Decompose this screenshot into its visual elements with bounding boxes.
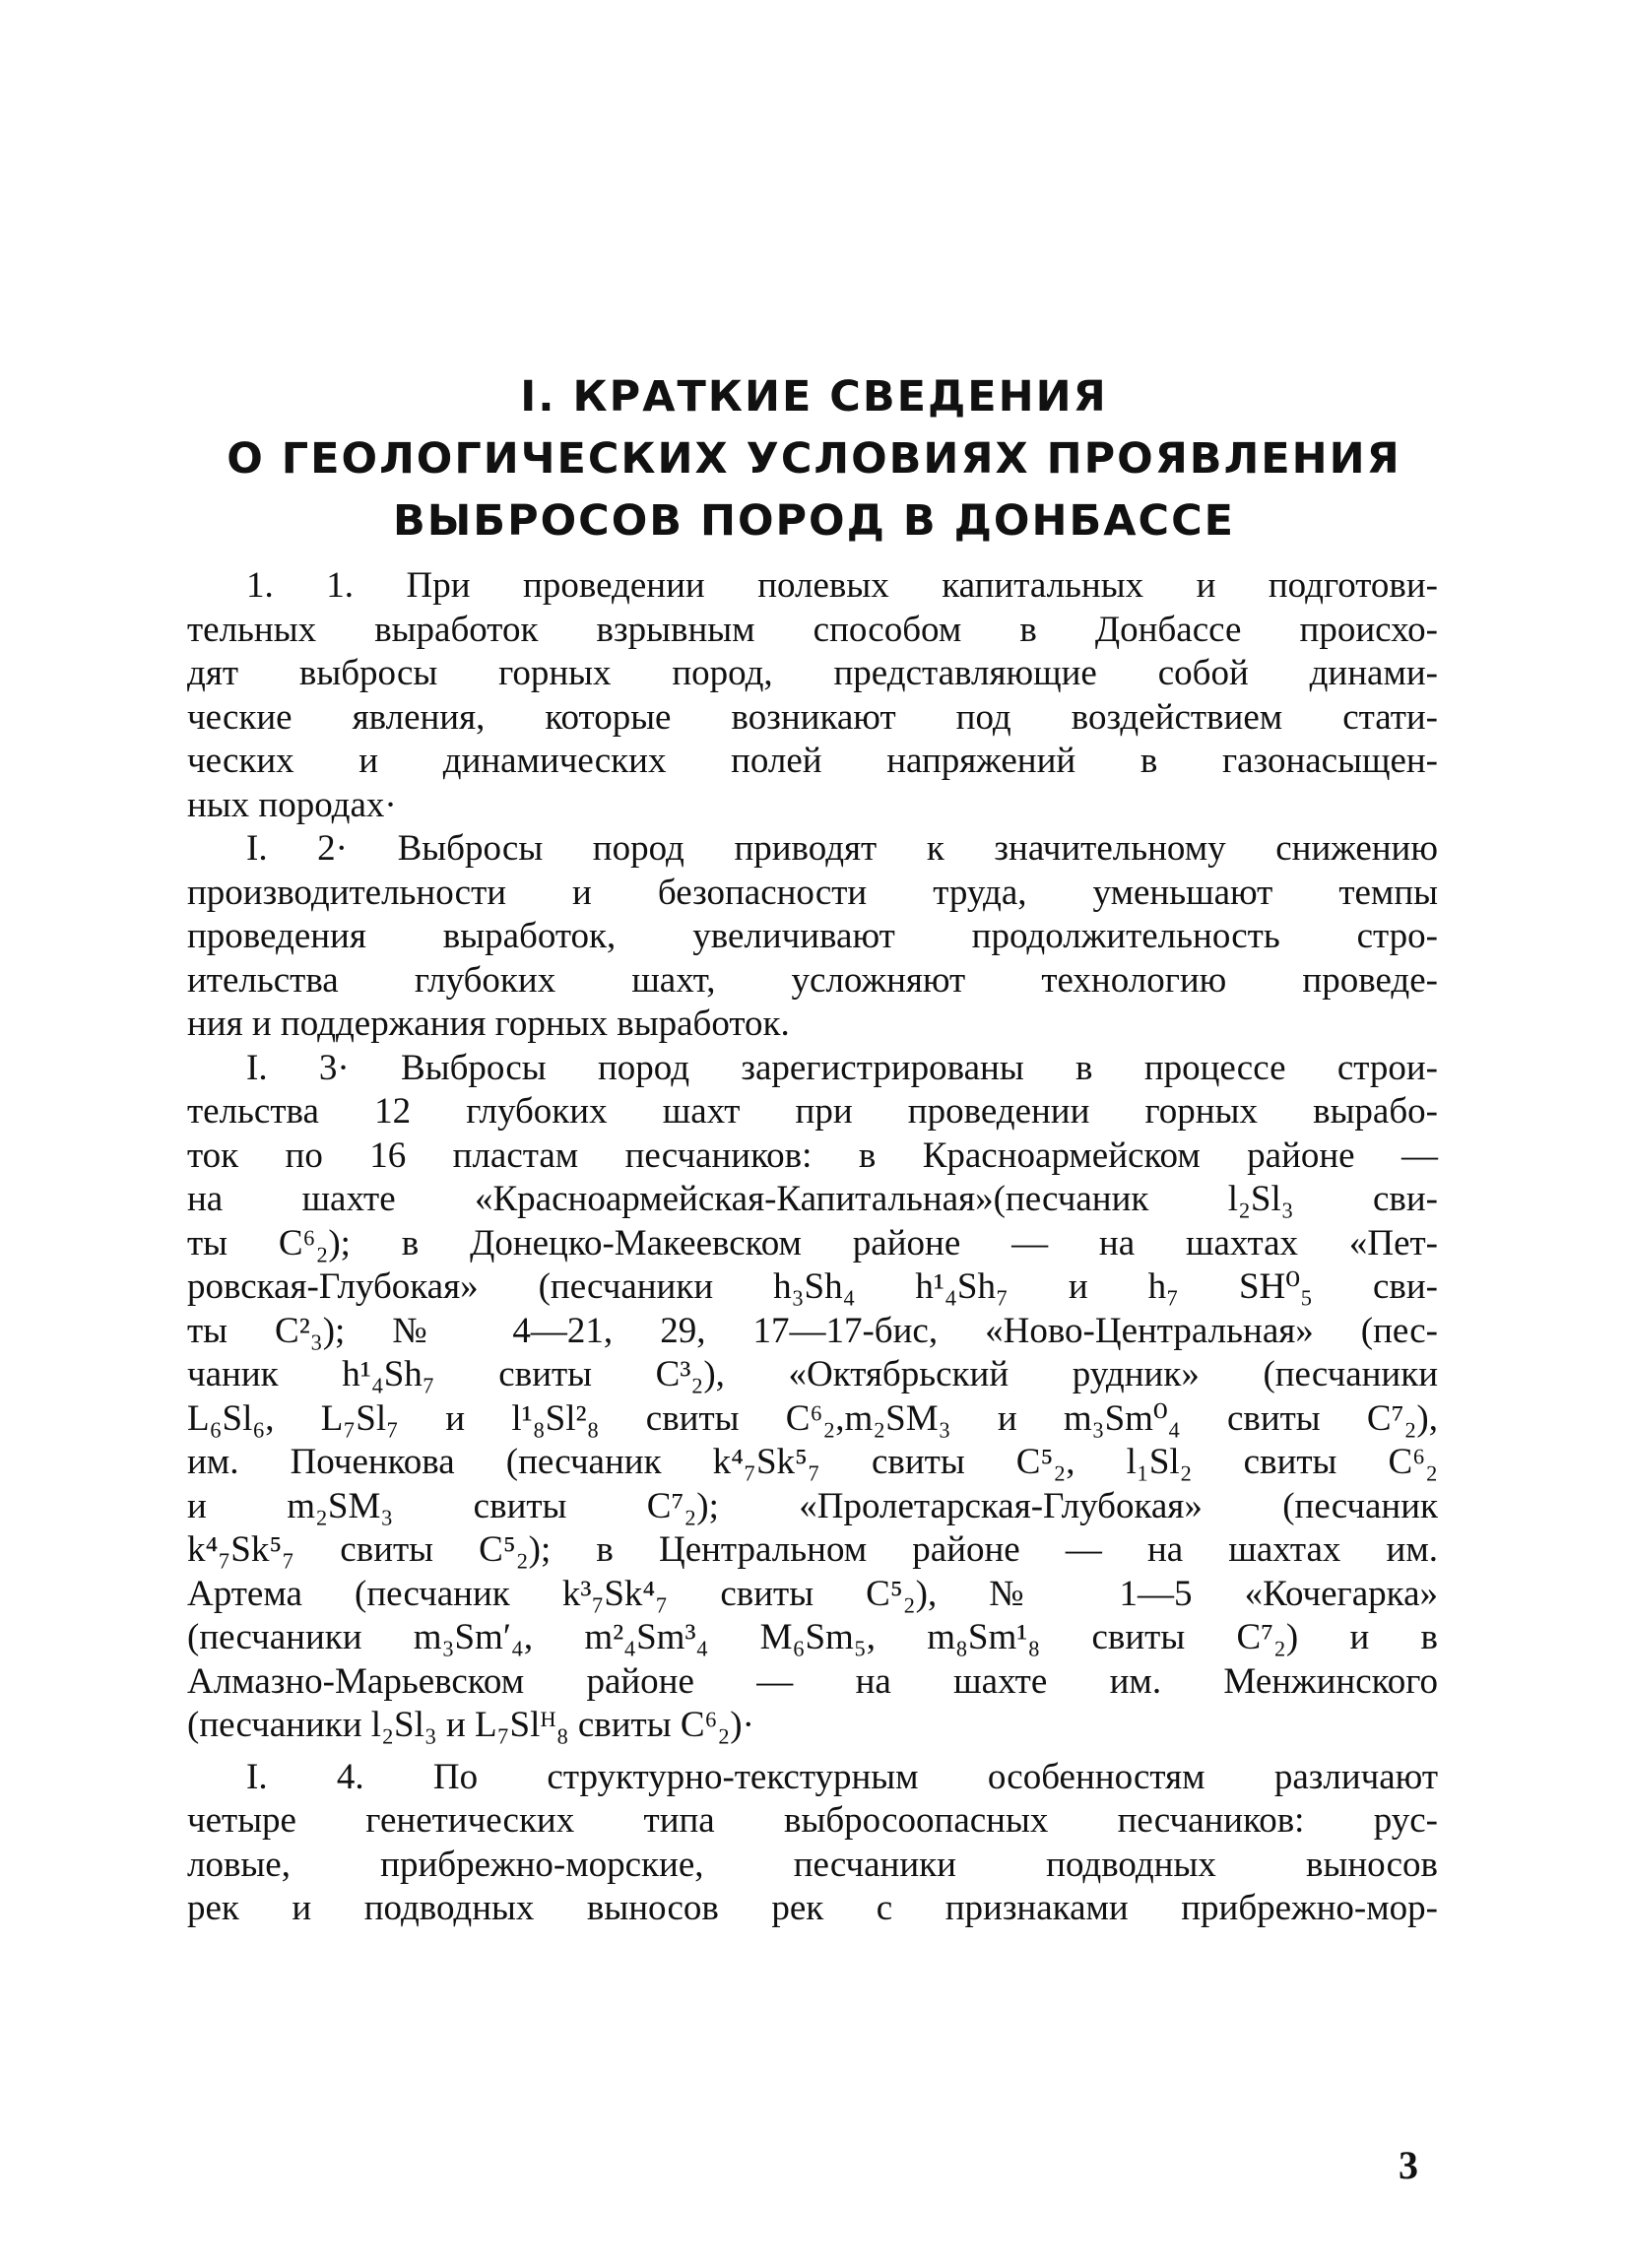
text-line: ческие явления, которые возникают под воздействием стати- (187, 696, 1438, 738)
paragraph-1-1 (187, 564, 1438, 827)
text-line: рек и подводных выносов рек с признаками прибрежно-мор- (187, 1888, 1438, 1928)
text-line: 1. 1. При проведении полевых капитальных и подготови- (246, 565, 1438, 606)
body-text (187, 564, 1438, 1931)
text-line: ческих и динамических полей напряжений в газонасыщен- (187, 741, 1438, 781)
text-line: ты C⁶₂); в Донецко-Макеевском районе — на шахтах «Пет- (187, 1222, 1438, 1264)
text-line: ловые, прибрежно-морские, песчаники подводных выносов (187, 1844, 1438, 1885)
text-line: I. 2· Выбросы пород приводят к значительному снижению (246, 828, 1438, 869)
text-line: Артема (песчаник k³₇Sk⁴₇ свиты C⁵₂), № 1—5 «Кочегарка» (187, 1573, 1438, 1614)
text-line: I. 3· Выбросы пород зарегистрированы в процессе строи- (246, 1047, 1438, 1088)
text-line: на шахте «Красноармейская-Капитальная»(песчаник l₂Sl₃ сви- (187, 1179, 1438, 1219)
heading-line-2: О ГЕОЛОГИЧЕСКИХ УСЛОВИЯХ ПРОЯВЛЕНИЯ (227, 434, 1401, 484)
text-line: четыре генетических типа выбросоопасных песчаников: рус- (187, 1800, 1438, 1841)
section-heading (158, 366, 1470, 552)
text-line: ительства глубоких шахт, усложняют технологию проведе- (187, 959, 1438, 1001)
text-line: ных породах· (187, 784, 397, 825)
paragraph-1-3 (187, 1047, 1438, 1748)
paragraph-gap (187, 1748, 1438, 1756)
heading-line-1: I. КРАТКИЕ СВЕДЕНИЯ (520, 372, 1108, 421)
text-line: Алмазно-Марьевском районе — на шахте им. Менжинского (187, 1660, 1438, 1702)
text-line: дят выбросы горных пород, представляющие собой динами- (187, 653, 1438, 693)
text-line: ния и поддержания горных выработок. (187, 1004, 790, 1044)
page-number: 3 (1399, 2143, 1418, 2187)
text-line: тельных выработок взрывным способом в Донбассе происхо- (187, 609, 1438, 650)
text-line: производительности и безопасности труда, уменьшают темпы (187, 872, 1438, 913)
text-line: k⁴₇Sk⁵₇ свиты C⁵₂); в Центральном районе — на шахтах им. (187, 1529, 1438, 1570)
text-line: (песчаники m₃Sm′₄, m²₄Sm³₄ M₆Sm₅, m₈Sm¹₈ свиты C⁷₂) и в (187, 1617, 1438, 1657)
text-line: I. 4. По структурно-текстурным особенностям различают (246, 1756, 1438, 1797)
paragraph-1-4 (187, 1756, 1438, 1931)
text-line: чаник h¹₄Sh₇ свиты C³₂), «Октябрьский рудник» (песчаники (187, 1354, 1438, 1394)
text-line: тельства 12 глубоких шахт при проведении горных вырабо- (187, 1091, 1438, 1132)
text-line: ровская-Глубокая» (песчаники h₃Sh₄ h¹₄Sh₇ и h₇ SH⁰₅ сви- (187, 1266, 1438, 1307)
text-line: ток по 16 пластам песчаников: в Красноармейском районе — (187, 1134, 1438, 1176)
text-line: (песчаники l₂Sl₃ и L₇Slᴴ₈ свиты C⁶₂)· (187, 1705, 754, 1745)
text-line: им. Поченкова (песчаник k⁴₇Sk⁵₇ свиты C⁵₂, l₁Sl₂ свиты C⁶₂ (187, 1442, 1438, 1482)
text-line: и m₂SM₃ свиты C⁷₂); «Пролетарская-Глубокая» (песчаник (187, 1485, 1438, 1526)
text-line: ты C²₃); № 4—21, 29, 17—17-бис, «Ново-Центральная» (пес- (187, 1310, 1438, 1351)
text-line: L₆Sl₆, L₇Sl₇ и l¹₈Sl²₈ свиты C⁶₂,m₂SM₃ и m₃Sm⁰₄ свиты C⁷₂), (187, 1397, 1438, 1439)
heading-line-3: ВЫБРОСОВ ПОРОД В ДОНБАССЕ (392, 496, 1236, 546)
paragraph-1-2 (187, 827, 1438, 1047)
text-line: проведения выработок, увеличивают продолжительность стро- (187, 916, 1438, 956)
